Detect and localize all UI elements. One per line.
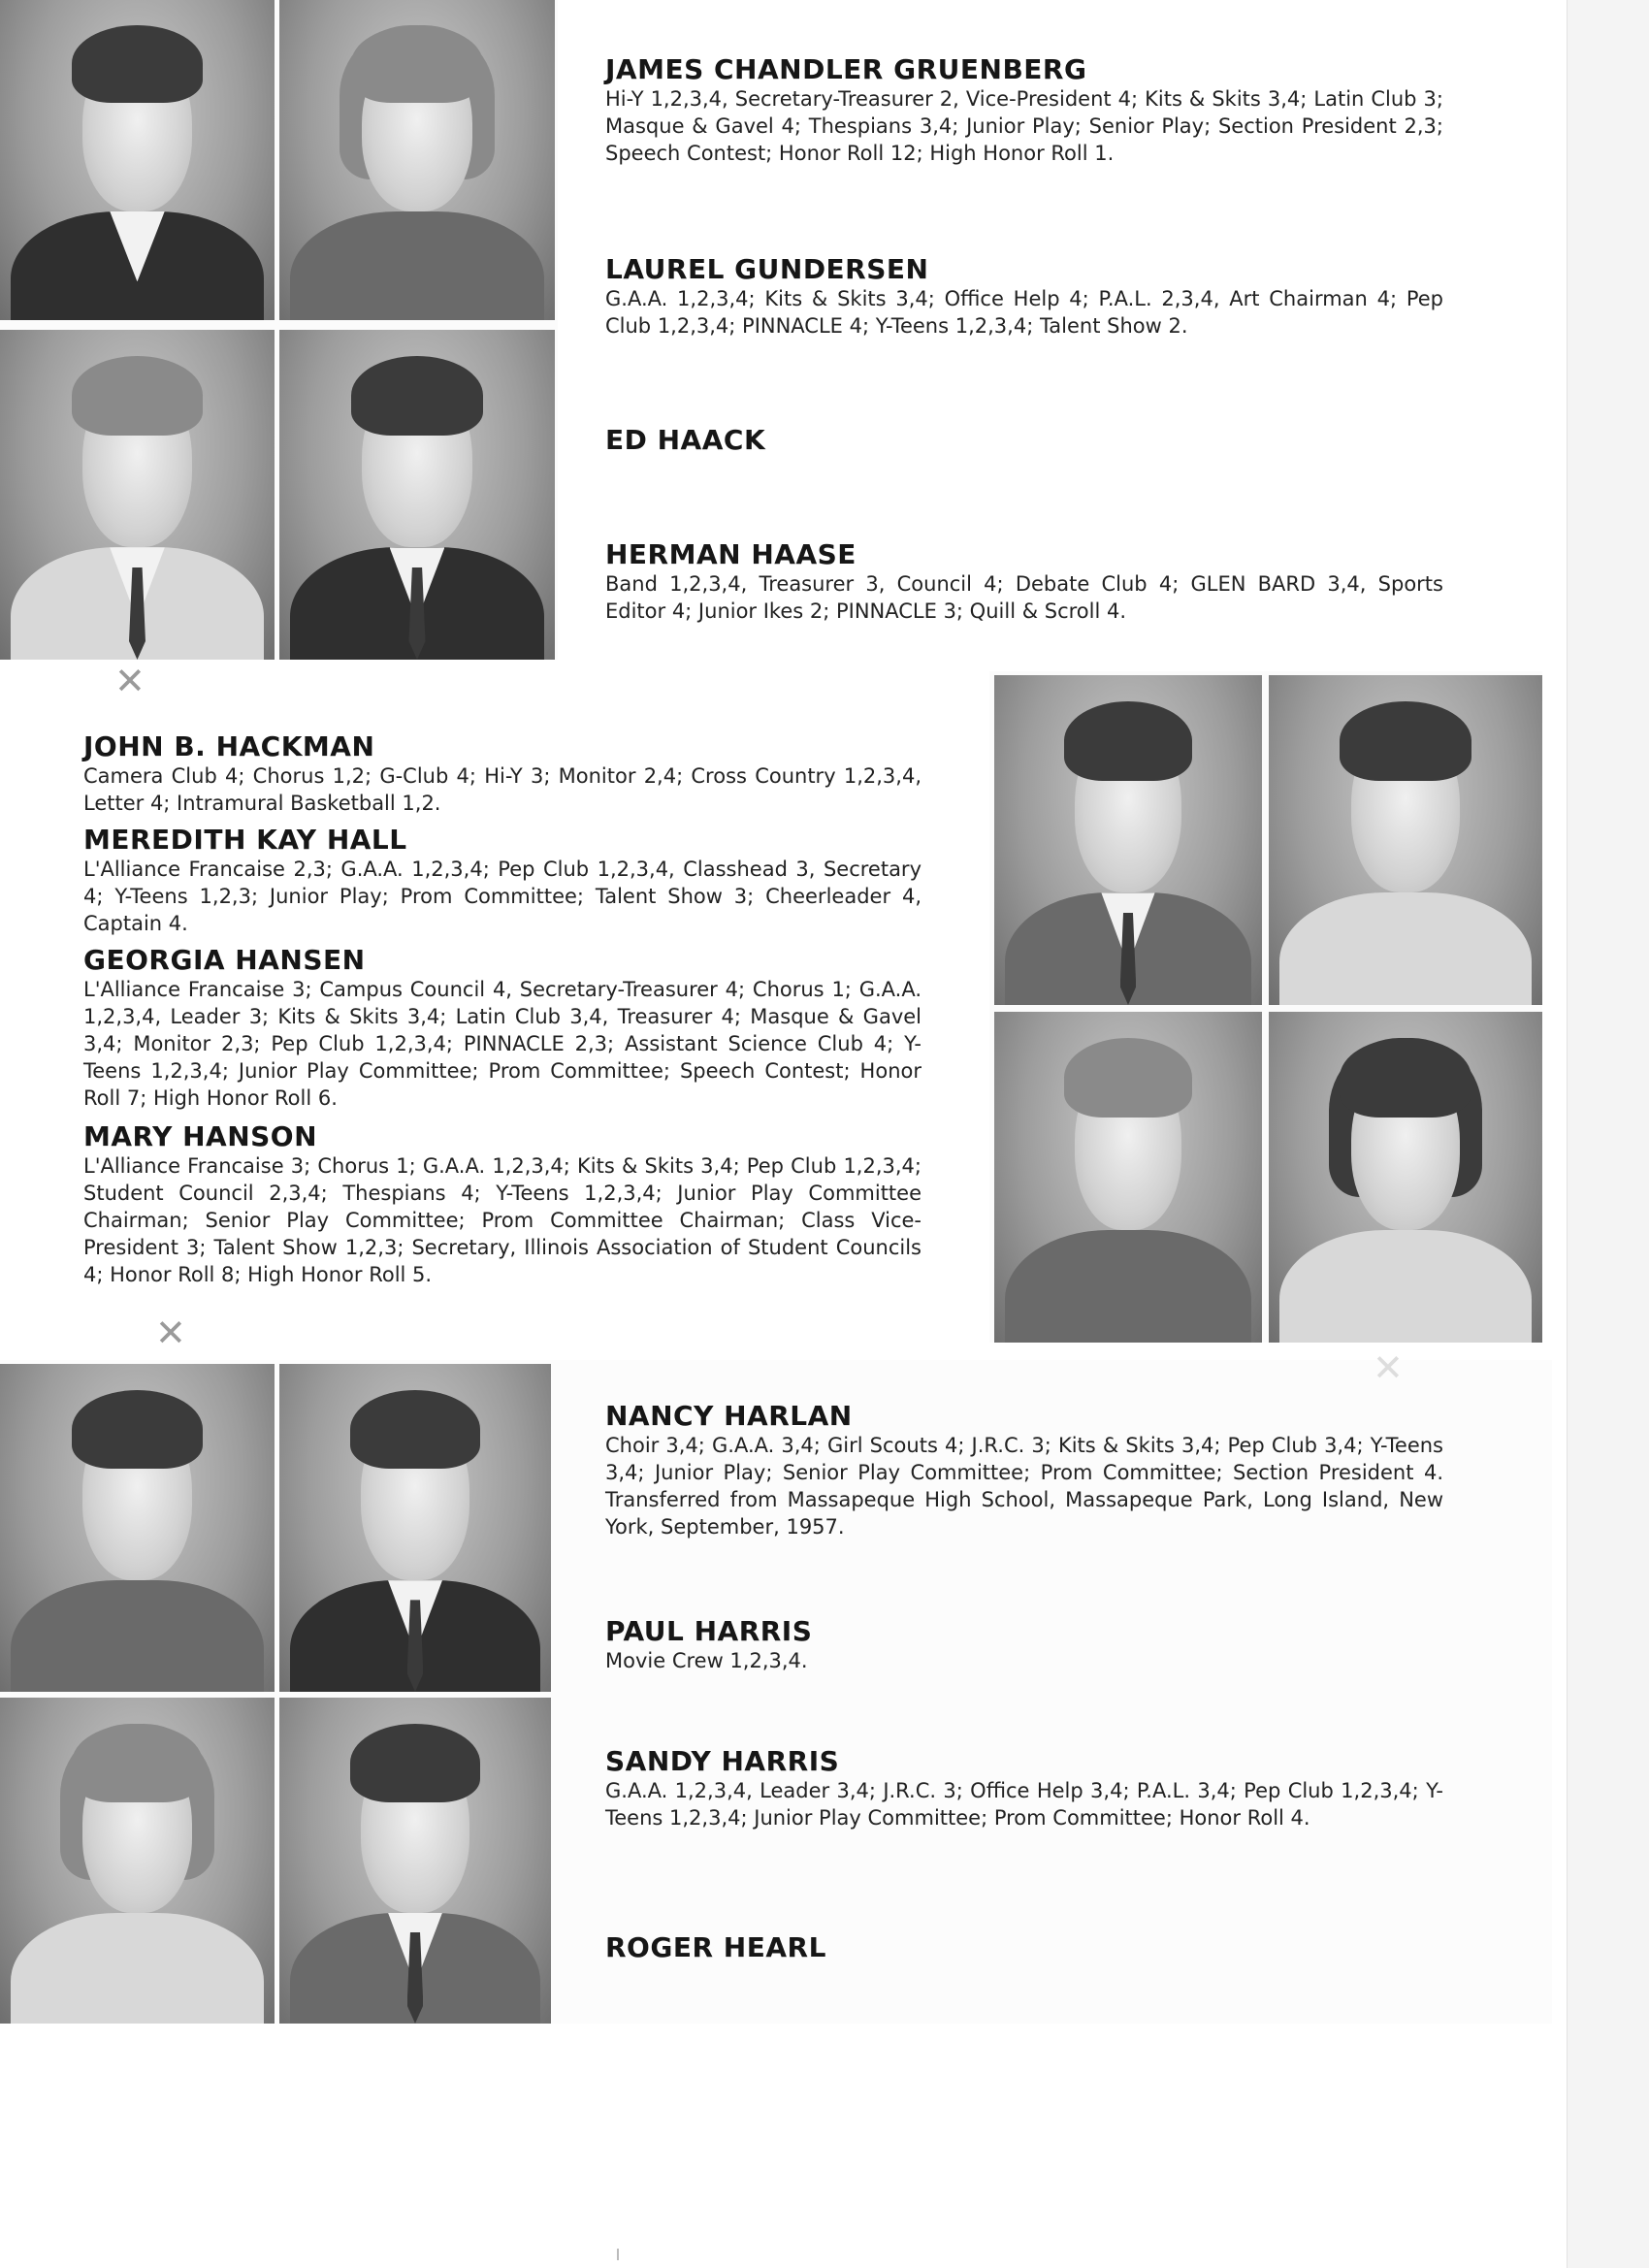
student-name: MARY HANSON: [83, 1120, 318, 1152]
student-activities: L'Alliance Francaise 3; Chorus 1; G.A.A. 1,2,3,4; Kits & Skits 3,4; Pep Club 1,2,3,4; Student Council 2,3,4; Thespians 4; Y-Teens 1,2,3,4; Junior Play Committee Chairman; Senior Play Committee; Prom Committee Chairman; Class Vice-President 3; Talent Show 1,2,3; Secretary, Illinois Association of Student Councils 4; Honor Roll 8; High Honor Roll 5.: [83, 1154, 922, 1286]
student-name: ED HAACK: [605, 424, 766, 456]
student-activities: Movie Crew 1,2,3,4.: [605, 1649, 808, 1672]
portrait-herman-haase: [279, 330, 555, 660]
student-name: GEORGIA HANSEN: [83, 944, 366, 976]
entry-laurel-gundersen: [605, 254, 1443, 340]
entry-herman-haase: [605, 539, 1443, 625]
student-name: JOHN B. HACKMAN: [83, 730, 375, 762]
portrait-meredith-hall: [1269, 675, 1542, 1005]
student-activities: Hi-Y 1,2,3,4, Secretary-Treasurer 2, Vice-President 4; Kits & Skits 3,4; Latin Club 3; Masque & Gavel 4; Thespians 3,4; Junior Play; Senior Play; Section President 2,3; Speech Contest; Honor Roll 12; High Honor Roll 1.: [605, 87, 1443, 165]
entry-ed-haack: [605, 425, 1443, 456]
pencil-x-mark: ✕: [155, 1312, 186, 1354]
entry-meredith-hall: [83, 825, 922, 937]
student-activities: Choir 3,4; G.A.A. 3,4; Girl Scouts 4; J.R.C. 3; Kits & Skits 3,4; Pep Club 3,4; Y-Teens 3,4; Junior Play; Senior Play Committee; Prom Committee; Section President 4. Transferred from Massapeque High School, Massapeque Park, Long Island, New York, September, 1957.: [605, 1434, 1443, 1539]
portrait-roger-hearl: [279, 1698, 551, 2024]
student-activities: Band 1,2,3,4, Treasurer 3, Council 4; Debate Club 4; GLEN BARD 3,4, Sports Editor 4; Junior Ikes 2; PINNACLE 3; Quill & Scroll 4.: [605, 572, 1443, 623]
student-name: LAUREL GUNDERSEN: [605, 253, 929, 285]
student-name: JAMES CHANDLER GRUENBERG: [605, 53, 1087, 85]
entry-paul-harris: [605, 1616, 1443, 1674]
scan-mark: [617, 2249, 619, 2260]
portrait-sandy-harris: [0, 1698, 275, 2024]
student-name: ROGER HEARL: [605, 1931, 826, 1963]
entry-georgia-hansen: [83, 945, 922, 1112]
portrait-paul-harris: [279, 1364, 551, 1692]
entry-roger-hearl: [605, 1932, 1443, 1963]
student-activities: L'Alliance Francaise 2,3; G.A.A. 1,2,3,4; Pep Club 1,2,3,4, Classhead 3, Secretary 4; Y-Teens 1,2,3; Junior Play; Prom Committee; Talent Show 3; Cheerleader 4, Captain 4.: [83, 858, 922, 935]
portrait-laurel-gundersen: [279, 0, 555, 320]
student-activities: Camera Club 4; Chorus 1,2; G-Club 4; Hi-Y 3; Monitor 2,4; Cross Country 1,2,3,4, Letter 4; Intramural Basketball 1,2.: [83, 764, 922, 815]
portrait-georgia-hansen: [994, 1012, 1262, 1343]
student-activities: L'Alliance Francaise 3; Campus Council 4, Secretary-Treasurer 4; Chorus 1; G.A.A. 1,2,3,4, Leader 3; Kits & Skits 3,4; Latin Club 3,4, Treasurer 4; Masque & Gavel 3,4; Monitor 2,3; Pep Club 1,2,3,4; PINNACLE 2,3; Assistant Science Club 4; Y-Teens 1,2,3,4; Junior Play Committee; Prom Committee; Speech Contest; Honor Roll 7; High Honor Roll 6.: [83, 978, 922, 1110]
student-name: MEREDITH KAY HALL: [83, 824, 407, 856]
pencil-x-mark: ✕: [114, 660, 146, 702]
entry-sandy-harris: [605, 1746, 1443, 1831]
student-activities: G.A.A. 1,2,3,4, Leader 3,4; J.R.C. 3; Office Help 3,4; P.A.L. 3,4; Pep Club 1,2,3,4; Y-Teens 1,2,3,4; Junior Play Committee; Prom Committee; Honor Roll 4.: [605, 1779, 1443, 1830]
student-name: SANDY HARRIS: [605, 1745, 840, 1777]
student-name: HERMAN HAASE: [605, 538, 857, 570]
page-edge: [1567, 0, 1649, 2268]
portrait-james-gruenberg: [0, 0, 275, 320]
student-activities: G.A.A. 1,2,3,4; Kits & Skits 3,4; Office Help 4; P.A.L. 2,3,4, Art Chairman 4; Pep Club 1,2,3,4; PINNACLE 4; Y-Teens 1,2,3,4; Talent Show 2.: [605, 287, 1443, 338]
entry-john-hackman: [83, 731, 922, 817]
entry-mary-hanson: [83, 1121, 922, 1288]
portrait-john-hackman: [994, 675, 1262, 1005]
portrait-nancy-harlan: [0, 1364, 275, 1692]
pencil-x-mark: ✕: [1373, 1346, 1404, 1389]
entry-james-gruenberg: [605, 54, 1443, 167]
portrait-mary-hanson: [1269, 1012, 1542, 1343]
portrait-ed-haack: [0, 330, 275, 660]
entry-nancy-harlan: [605, 1401, 1443, 1540]
student-name: NANCY HARLAN: [605, 1400, 853, 1432]
student-name: PAUL HARRIS: [605, 1615, 813, 1647]
